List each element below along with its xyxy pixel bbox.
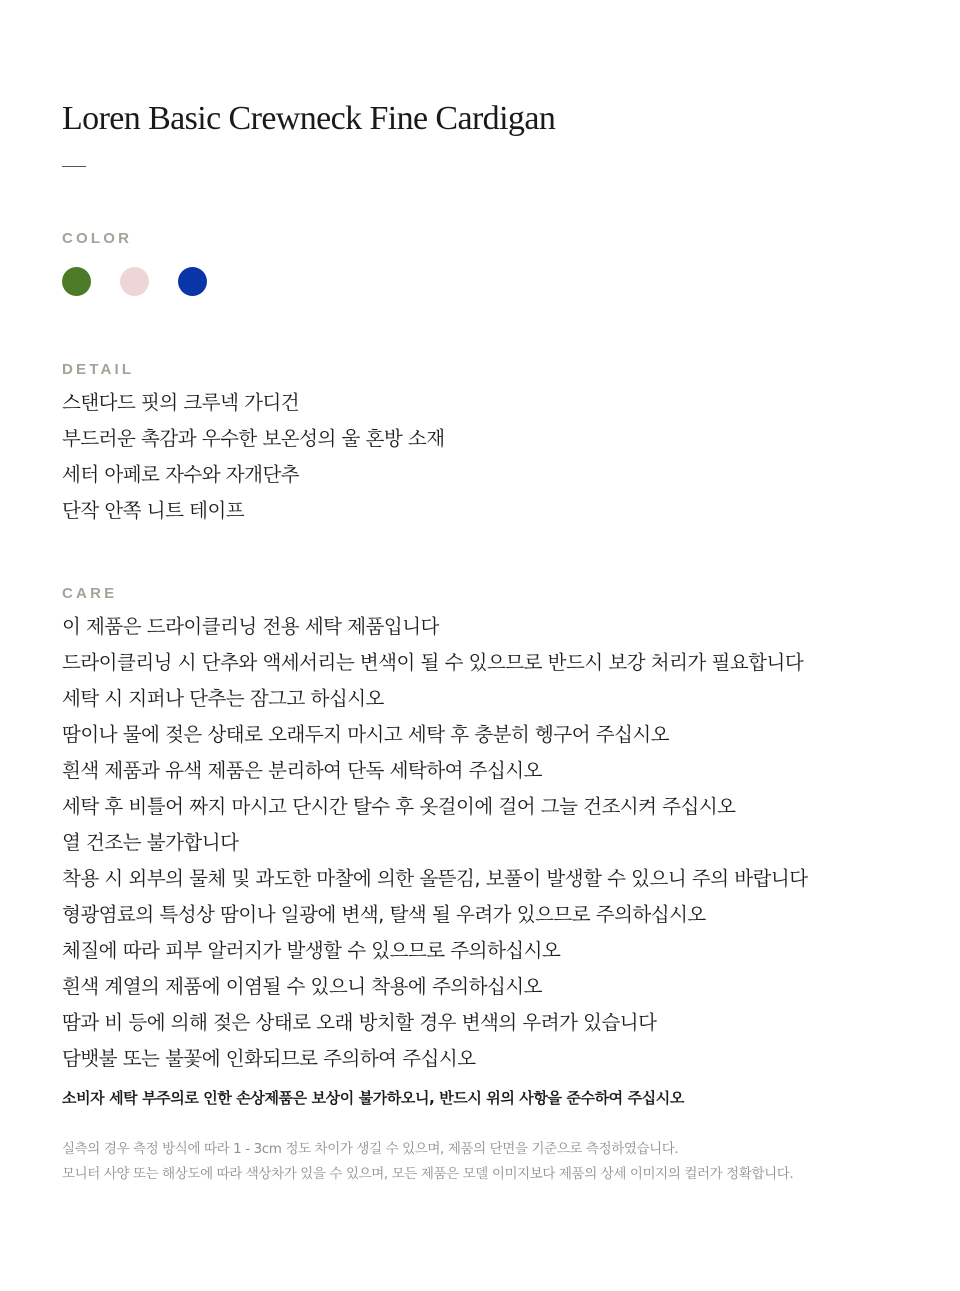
care-warning: 소비자 세탁 부주의로 인한 손상제품은 보상이 불가하오니, 반드시 위의 사항을 준수하여 주십시오 xyxy=(62,1089,684,1107)
color-swatch-blue[interactable] xyxy=(178,267,207,296)
title-divider xyxy=(62,166,86,167)
care-list xyxy=(62,609,808,1077)
care-item: 담뱃불 또는 불꽃에 인화되므로 주의하여 주십시오 xyxy=(62,1047,476,1070)
note-measurement: 실측의 경우 측정 방식에 따라 1 - 3cm 정도 차이가 생길 수 있으며, 제품의 단면을 기준으로 측정하였습니다. xyxy=(62,1141,679,1157)
detail-section-label: DETAIL xyxy=(62,361,135,378)
care-item: 체질에 따라 피부 알러지가 발생할 수 있으므로 주의하십시오 xyxy=(62,939,561,962)
color-swatches xyxy=(62,267,207,297)
color-section-label: COLOR xyxy=(62,230,133,247)
note-monitor-color: 모니터 사양 또는 해상도에 따라 색상차가 있을 수 있으며, 모든 제품은 모델 이미지보다 제품의 상세 이미지의 컬러가 정확합니다. xyxy=(62,1166,794,1182)
care-item: 땀이나 물에 젖은 상태로 오래두지 마시고 세탁 후 충분히 헹구어 주십시오 xyxy=(62,723,670,746)
care-item: 이 제품은 드라이클리닝 전용 세탁 제품입니다 xyxy=(62,615,439,638)
care-item: 드라이클리닝 시 단추와 액세서리는 변색이 될 수 있으므로 반드시 보강 처리가 필요합니다 xyxy=(62,651,804,674)
care-item: 착용 시 외부의 물체 및 과도한 마찰에 의한 올뜯김, 보풀이 발생할 수 있으니 주의 바랍니다 xyxy=(62,867,808,890)
care-item: 흰색 제품과 유색 제품은 분리하여 단독 세탁하여 주십시오 xyxy=(62,759,542,782)
care-item: 세탁 후 비틀어 짜지 마시고 단시간 탈수 후 옷걸이에 걸어 그늘 건조시켜 주십시오 xyxy=(62,795,736,818)
detail-list xyxy=(62,385,445,529)
care-item: 세탁 시 지퍼나 단추는 잠그고 하십시오 xyxy=(62,687,384,710)
detail-item: 세터 아페로 자수와 자개단추 xyxy=(62,463,300,486)
detail-item: 스탠다드 핏의 크루넥 가디건 xyxy=(62,391,300,414)
detail-item: 단작 안쪽 니트 테이프 xyxy=(62,499,245,522)
care-section-label: CARE xyxy=(62,585,118,602)
product-title: Loren Basic Crewneck Fine Cardigan xyxy=(62,100,556,137)
measurement-notes xyxy=(62,1137,793,1187)
care-item: 땀과 비 등에 의해 젖은 상태로 오래 방치할 경우 변색의 우려가 있습니다 xyxy=(62,1011,657,1034)
detail-item: 부드러운 촉감과 우수한 보온성의 울 혼방 소재 xyxy=(62,427,445,450)
care-item: 열 건조는 불가합니다 xyxy=(62,831,239,854)
care-item: 형광염료의 특성상 땀이나 일광에 변색, 탈색 될 우려가 있으므로 주의하십시오 xyxy=(62,903,706,926)
color-swatch-pink[interactable] xyxy=(120,267,149,296)
care-item: 흰색 계열의 제품에 이염될 수 있으니 착용에 주의하십시오 xyxy=(62,975,542,998)
color-swatch-green[interactable] xyxy=(62,267,91,296)
